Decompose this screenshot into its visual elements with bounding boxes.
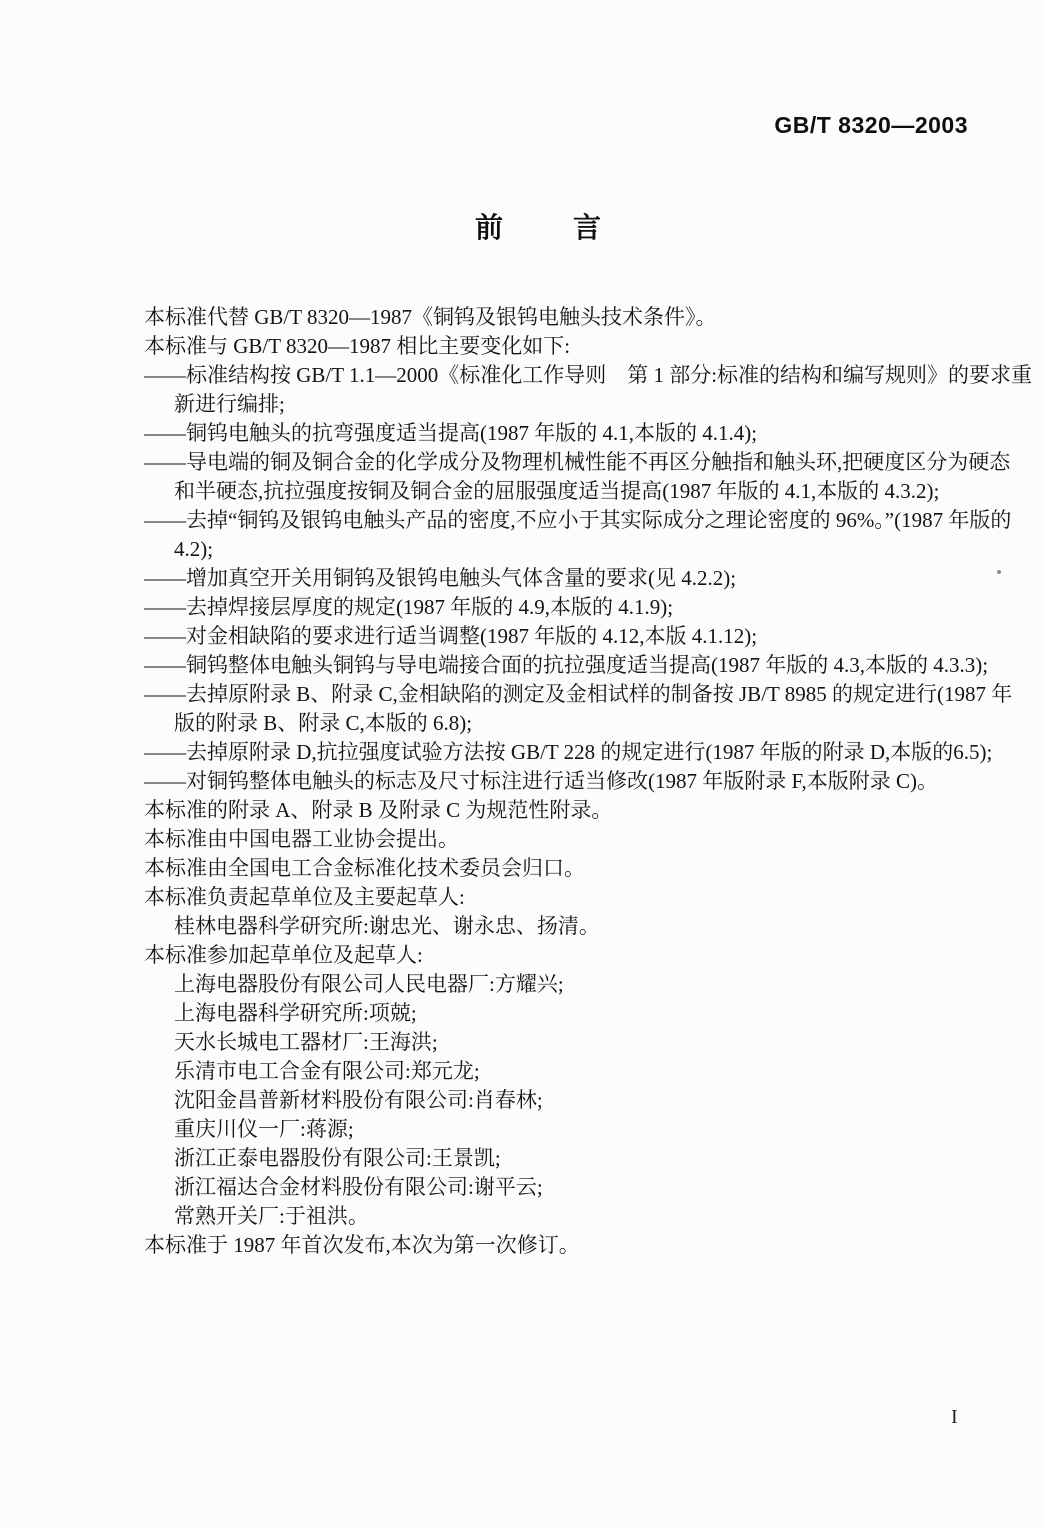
foreword-line: 沈阳金昌普新材料股份有限公司:肖春林; [174, 1088, 543, 1112]
foreword-line: 本标准于 1987 年首次发布,本次为第一次修订。 [144, 1233, 580, 1257]
foreword-line: 版的附录 B、附录 C,本版的 6.8); [174, 711, 473, 735]
foreword-line: ——去掉焊接层厚度的规定(1987 年版的 4.9,本版的 4.1.9); [144, 595, 674, 619]
scan-speck [997, 570, 1001, 574]
foreword-content [144, 303, 1033, 1260]
foreword-line: 本标准的附录 A、附录 B 及附录 C 为规范性附录。 [144, 798, 613, 822]
foreword-line: 本标准由全国电工合金标准化技术委员会归口。 [144, 856, 585, 880]
page-title [15, 206, 1046, 246]
foreword-line: 浙江正泰电器股份有限公司:王景凯; [174, 1146, 501, 1170]
foreword-line: ——去掉原附录 B、附录 C,金相缺陷的测定及金相试样的制备按 JB/T 8985 的规定进行(1987 年 [144, 682, 1013, 706]
foreword-line: 常熟开关厂:于祖洪。 [174, 1204, 369, 1228]
foreword-line: ——铜钨电触头的抗弯强度适当提高(1987 年版的 4.1,本版的 4.1.4); [144, 421, 758, 445]
foreword-line: 乐清市电工合金有限公司:郑元龙; [174, 1059, 480, 1083]
foreword-line: 天水长城电工器材厂:王海洪; [174, 1030, 438, 1054]
page-title-text: 前言 [474, 212, 671, 243]
foreword-line: ——去掉原附录 D,抗拉强度试验方法按 GB/T 228 的规定进行(1987 年版的附录 D,本版的6.5); [144, 740, 993, 764]
foreword-line: ——去掉“铜钨及银钨电触头产品的密度,不应小于其实际成分之理论密度的 96%。”(1987 年版的 [144, 508, 1012, 532]
foreword-line: 上海电器科学研究所:项兢; [174, 1001, 417, 1025]
foreword-line: 本标准代替 GB/T 8320—1987《铜钨及银钨电触头技术条件》。 [144, 305, 717, 329]
foreword-line: ——增加真空开关用铜钨及银钨电触头气体含量的要求(见 4.2.2); [144, 566, 737, 590]
foreword-line: ——对铜钨整体电触头的标志及尺寸标注进行适当修改(1987 年版附录 F,本版附录 C)。 [144, 769, 938, 793]
foreword-line: 浙江福达合金材料股份有限公司:谢平云; [174, 1175, 543, 1199]
foreword-line: 本标准与 GB/T 8320—1987 相比主要变化如下: [144, 334, 571, 358]
foreword-line: 4.2); [174, 537, 214, 561]
foreword-line: ——导电端的铜及铜合金的化学成分及物理机械性能不再区分触指和触头环,把硬度区分为硬态 [144, 450, 1011, 474]
foreword-line: 上海电器股份有限公司人民电器厂:方耀兴; [174, 972, 564, 996]
foreword-line: 桂林电器科学研究所:谢忠光、谢永忠、扬清。 [174, 914, 600, 938]
foreword-line: 本标准参加起草单位及起草人: [144, 943, 423, 967]
foreword-line: 新进行编排; [174, 392, 285, 416]
foreword-line: ——标准结构按 GB/T 1.1—2000《标准化工作导则 第 1 部分:标准的结构和编写规则》的要求重 [144, 363, 1033, 387]
foreword-line: 本标准负责起草单位及主要起草人: [144, 885, 465, 909]
foreword-line: ——对金相缺陷的要求进行适当调整(1987 年版的 4.12,本版 4.1.12); [144, 624, 758, 648]
standard-code: GB/T 8320—2003 [774, 112, 968, 138]
foreword-line: 重庆川仪一厂:蒋源; [174, 1117, 354, 1141]
page-number: I [951, 1406, 958, 1428]
foreword-line: ——铜钨整体电触头铜钨与导电端接合面的抗拉强度适当提高(1987 年版的 4.3,本版的 4.3.3); [144, 653, 989, 677]
foreword-line: 和半硬态,抗拉强度按铜及铜合金的屈服强度适当提高(1987 年版的 4.1,本版的 4.3.2); [174, 479, 940, 503]
foreword-line: 本标准由中国电器工业协会提出。 [144, 827, 459, 851]
